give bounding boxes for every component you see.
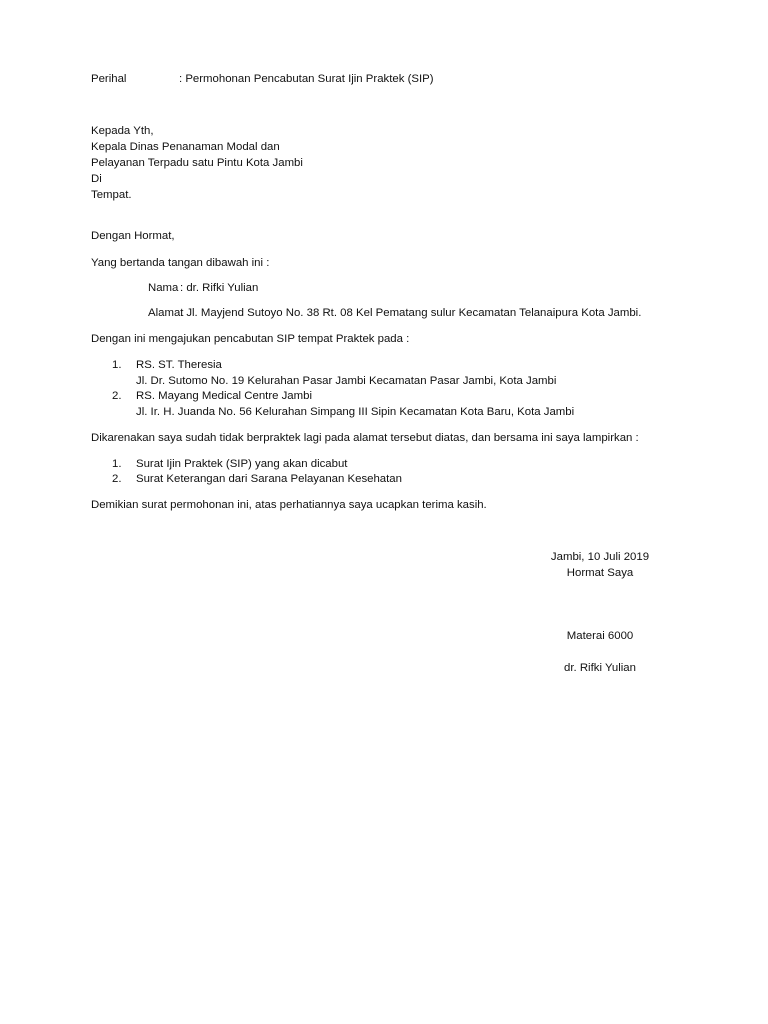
attachment-item: Surat Ijin Praktek (SIP) yang akan dicabut [136, 458, 348, 470]
alamat-value: : Jl. Mayjend Sutoyo No. 38 Rt. 08 Kel Pematang sulur Kecamatan Telanaipura Kota Jambi. [180, 307, 642, 319]
attachment-item: Surat Keterangan dari Sarana Pelayanan Kesehatan [136, 473, 402, 485]
perihal-label: Perihal [91, 73, 127, 85]
recipient-line-2: Kepala Dinas Penanaman Modal dan [91, 141, 280, 153]
nama-label: Nama [148, 282, 179, 294]
request-text: Dengan ini mengajukan pencabutan SIP tempat Praktek pada : [91, 333, 410, 345]
place-date: Jambi, 10 Juli 2019 [550, 551, 650, 563]
place-address: Jl. Dr. Sutomo No. 19 Kelurahan Pasar Jambi Kecamatan Pasar Jambi, Kota Jambi [136, 375, 557, 387]
recipient-line-5: Tempat. [91, 189, 132, 201]
stamp-label: Materai 6000 [566, 630, 634, 642]
recipient-line-1: Kepada Yth, [91, 125, 154, 137]
alamat-label: Alamat [148, 307, 184, 319]
recipient-line-4: Di [91, 173, 102, 185]
attachment-number: 1. [112, 458, 122, 470]
perihal-value: : Permohonan Pencabutan Surat Ijin Praktek (SIP) [179, 73, 434, 85]
nama-value: : dr. Rifki Yulian [180, 282, 259, 294]
signer-name: dr. Rifki Yulian [564, 662, 636, 674]
place-address: Jl. Ir. H. Juanda No. 56 Kelurahan Simpang III Sipin Kecamatan Kota Baru, Kota Jambi [136, 406, 575, 418]
place-name: RS. Mayang Medical Centre Jambi [136, 390, 312, 402]
attachment-number: 2. [112, 473, 122, 485]
place-number: 2. [112, 390, 122, 402]
recipient-line-3: Pelayanan Terpadu satu Pintu Kota Jambi [91, 157, 303, 169]
intro-text: Yang bertanda tangan dibawah ini : [91, 257, 270, 269]
place-name: RS. ST. Theresia [136, 359, 222, 371]
reason-text: Dikarenakan saya sudah tidak berpraktek lagi pada alamat tersebut diatas, dan bersama ini saya lampirkan : [91, 432, 639, 444]
place-number: 1. [112, 359, 122, 371]
salutation: Dengan Hormat, [91, 230, 175, 242]
closing-text: Demikian surat permohonan ini, atas perhatiannya saya ucapkan terima kasih. [91, 499, 487, 511]
signature-greeting: Hormat Saya [566, 567, 634, 579]
